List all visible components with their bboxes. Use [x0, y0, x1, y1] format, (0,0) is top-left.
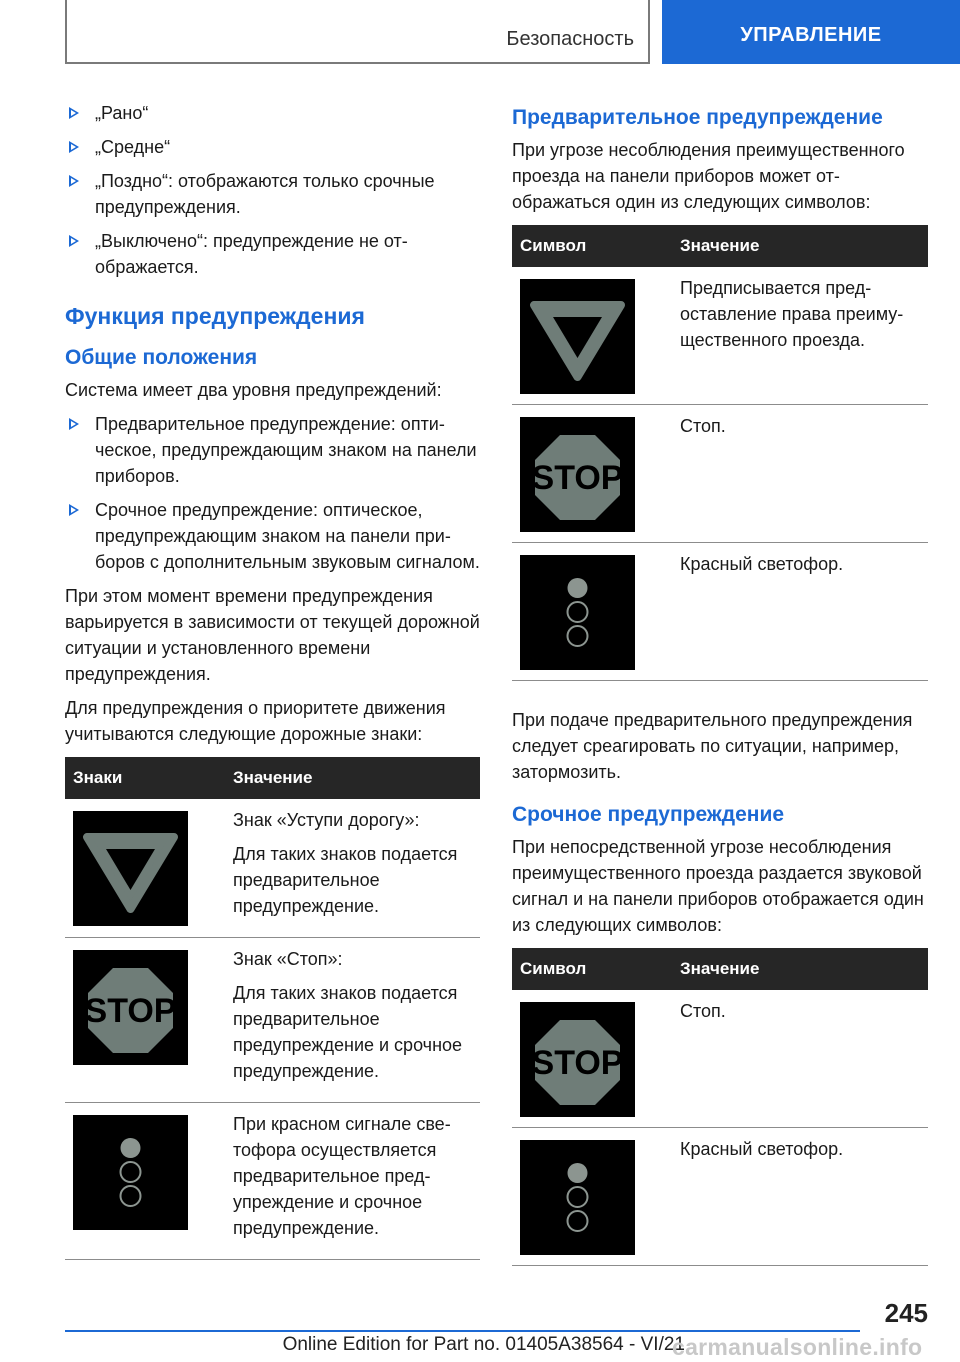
footer-rule [65, 1330, 860, 1332]
pre-warning-symbols-table [512, 225, 928, 681]
traffic-light-icon [520, 1140, 635, 1255]
watermark-link[interactable]: carmanualsonline.info [672, 1334, 923, 1360]
heading-warning-function: Функция предупреждения [65, 303, 365, 329]
urgent-warning-symbols-table [512, 948, 928, 1266]
table-row [65, 938, 480, 1103]
signs-table [65, 757, 480, 1260]
table-cell-text: Знак «Стоп»: [233, 949, 343, 969]
yield-sign-icon [73, 811, 188, 926]
table-row [512, 990, 928, 1128]
table-row [65, 1103, 480, 1260]
heading-general: Общие положения [65, 346, 258, 369]
header-section-title: Безопасность [506, 28, 634, 50]
list-item: „Рано“ [65, 100, 480, 126]
heading-pre-warning: Предварительное предупреждение [512, 106, 883, 129]
paragraph-signs-intro: Для предупреждения о приоритете движения учитываются следующие дорожные знаки: [65, 698, 446, 744]
traffic-light-icon [520, 555, 635, 670]
table-header-meaning: Значение [672, 225, 928, 267]
table-cell-text: Для таких знаков подается предварительное предупреждение. [233, 844, 458, 916]
traffic-light-icon [73, 1115, 188, 1230]
table-header-symbol: Символ [512, 948, 672, 990]
svg-text:STOP: STOP [84, 992, 177, 1030]
list-item: „Выключено“: предупреждение не отображается. [65, 228, 480, 280]
stop-sign-icon [520, 1002, 635, 1117]
svg-text:STOP: STOP [531, 459, 624, 497]
yield-sign-icon [520, 279, 635, 394]
bullet-triangle-icon [69, 107, 79, 119]
table-cell-text: Знак «Уступи дорогу»: [233, 810, 420, 830]
table-row [65, 799, 480, 938]
stop-sign-icon [73, 950, 188, 1065]
heading-urgent-warning: Срочное предупреждение [512, 803, 785, 826]
pre-warning-after-text: При подаче предварительного предупреждения следует среагировать по ситуации, например, затормозить. [512, 710, 913, 782]
table-cell-text: Красный светофор. [680, 554, 844, 574]
table-cell-text: Стоп. [680, 416, 726, 436]
header-rule-bottom [65, 62, 650, 64]
table-cell-text: Красный светофор. [680, 1139, 844, 1159]
table-cell-text: Стоп. [680, 1001, 726, 1021]
bullet-triangle-icon [69, 504, 79, 516]
list-item: „Поздно“: отображаются только срочные предупреждения. [65, 168, 480, 220]
page-number: 245 [884, 1298, 928, 1328]
table-cell-text: Для таких знаков подается предварительное предупреждение и срочное предупреждение. [233, 983, 463, 1081]
warning-levels-list [65, 411, 480, 575]
table-cell-text: При красном сигнале светофора осуществляется предварительное предупреждение и срочное предупреждение. [233, 1114, 451, 1238]
list-item: Срочное предупреждение: оптическое, предупреждающим знаком на панели приборов с дополнительным звуковым сигналом. [65, 497, 480, 575]
paragraph-timing: При этом момент времени предупреждения варьируется в зависимости от текущей дорожной ситуации и установленного времени предупреждения. [65, 586, 480, 684]
table-row [512, 405, 928, 543]
table-cell-text: Предписывается предоставление права преимущественного проезда. [680, 278, 904, 350]
bullet-triangle-icon [69, 141, 79, 153]
table-row [512, 543, 928, 681]
intro-text: Система имеет два уровня предупреждений: [65, 380, 442, 400]
table-header-meaning: Значение [225, 757, 480, 799]
left-column [65, 100, 480, 1260]
stop-sign-icon [520, 417, 635, 532]
header-rule-left [65, 0, 67, 64]
bullet-triangle-icon [69, 175, 79, 187]
header-rule-divider [648, 0, 650, 64]
right-column [512, 100, 928, 1266]
bullet-triangle-icon [69, 235, 79, 247]
table-row [512, 267, 928, 405]
header-chapter-tab[interactable]: УПРАВЛЕНИЕ [662, 0, 960, 64]
table-header-meaning: Значение [672, 948, 928, 990]
edition-note: Online Edition for Part no. 01405A38564 - VI/21 [282, 1334, 685, 1355]
list-item: „Средне“ [65, 134, 480, 160]
urgent-warning-text: При непосредственной угрозе несоблюдения преимущественного проезда раздается звуковой сигнал и на панели приборов отображается один из следующих символов: [512, 837, 924, 935]
svg-text:STOP: STOP [531, 1044, 624, 1082]
table-header-symbol: Символ [512, 225, 672, 267]
pre-warning-text: При угрозе несоблюдения преимущественного проезда на панели приборов может отображаться один из следующих символов: [512, 140, 905, 212]
list-item: Предварительное предупреждение: оптическое, предупреждающим знаком на панели приборов. [65, 411, 480, 489]
table-header-signs: Знаки [65, 757, 225, 799]
bullet-triangle-icon [69, 418, 79, 430]
sensitivity-options-list [65, 100, 480, 280]
table-row [512, 1128, 928, 1266]
